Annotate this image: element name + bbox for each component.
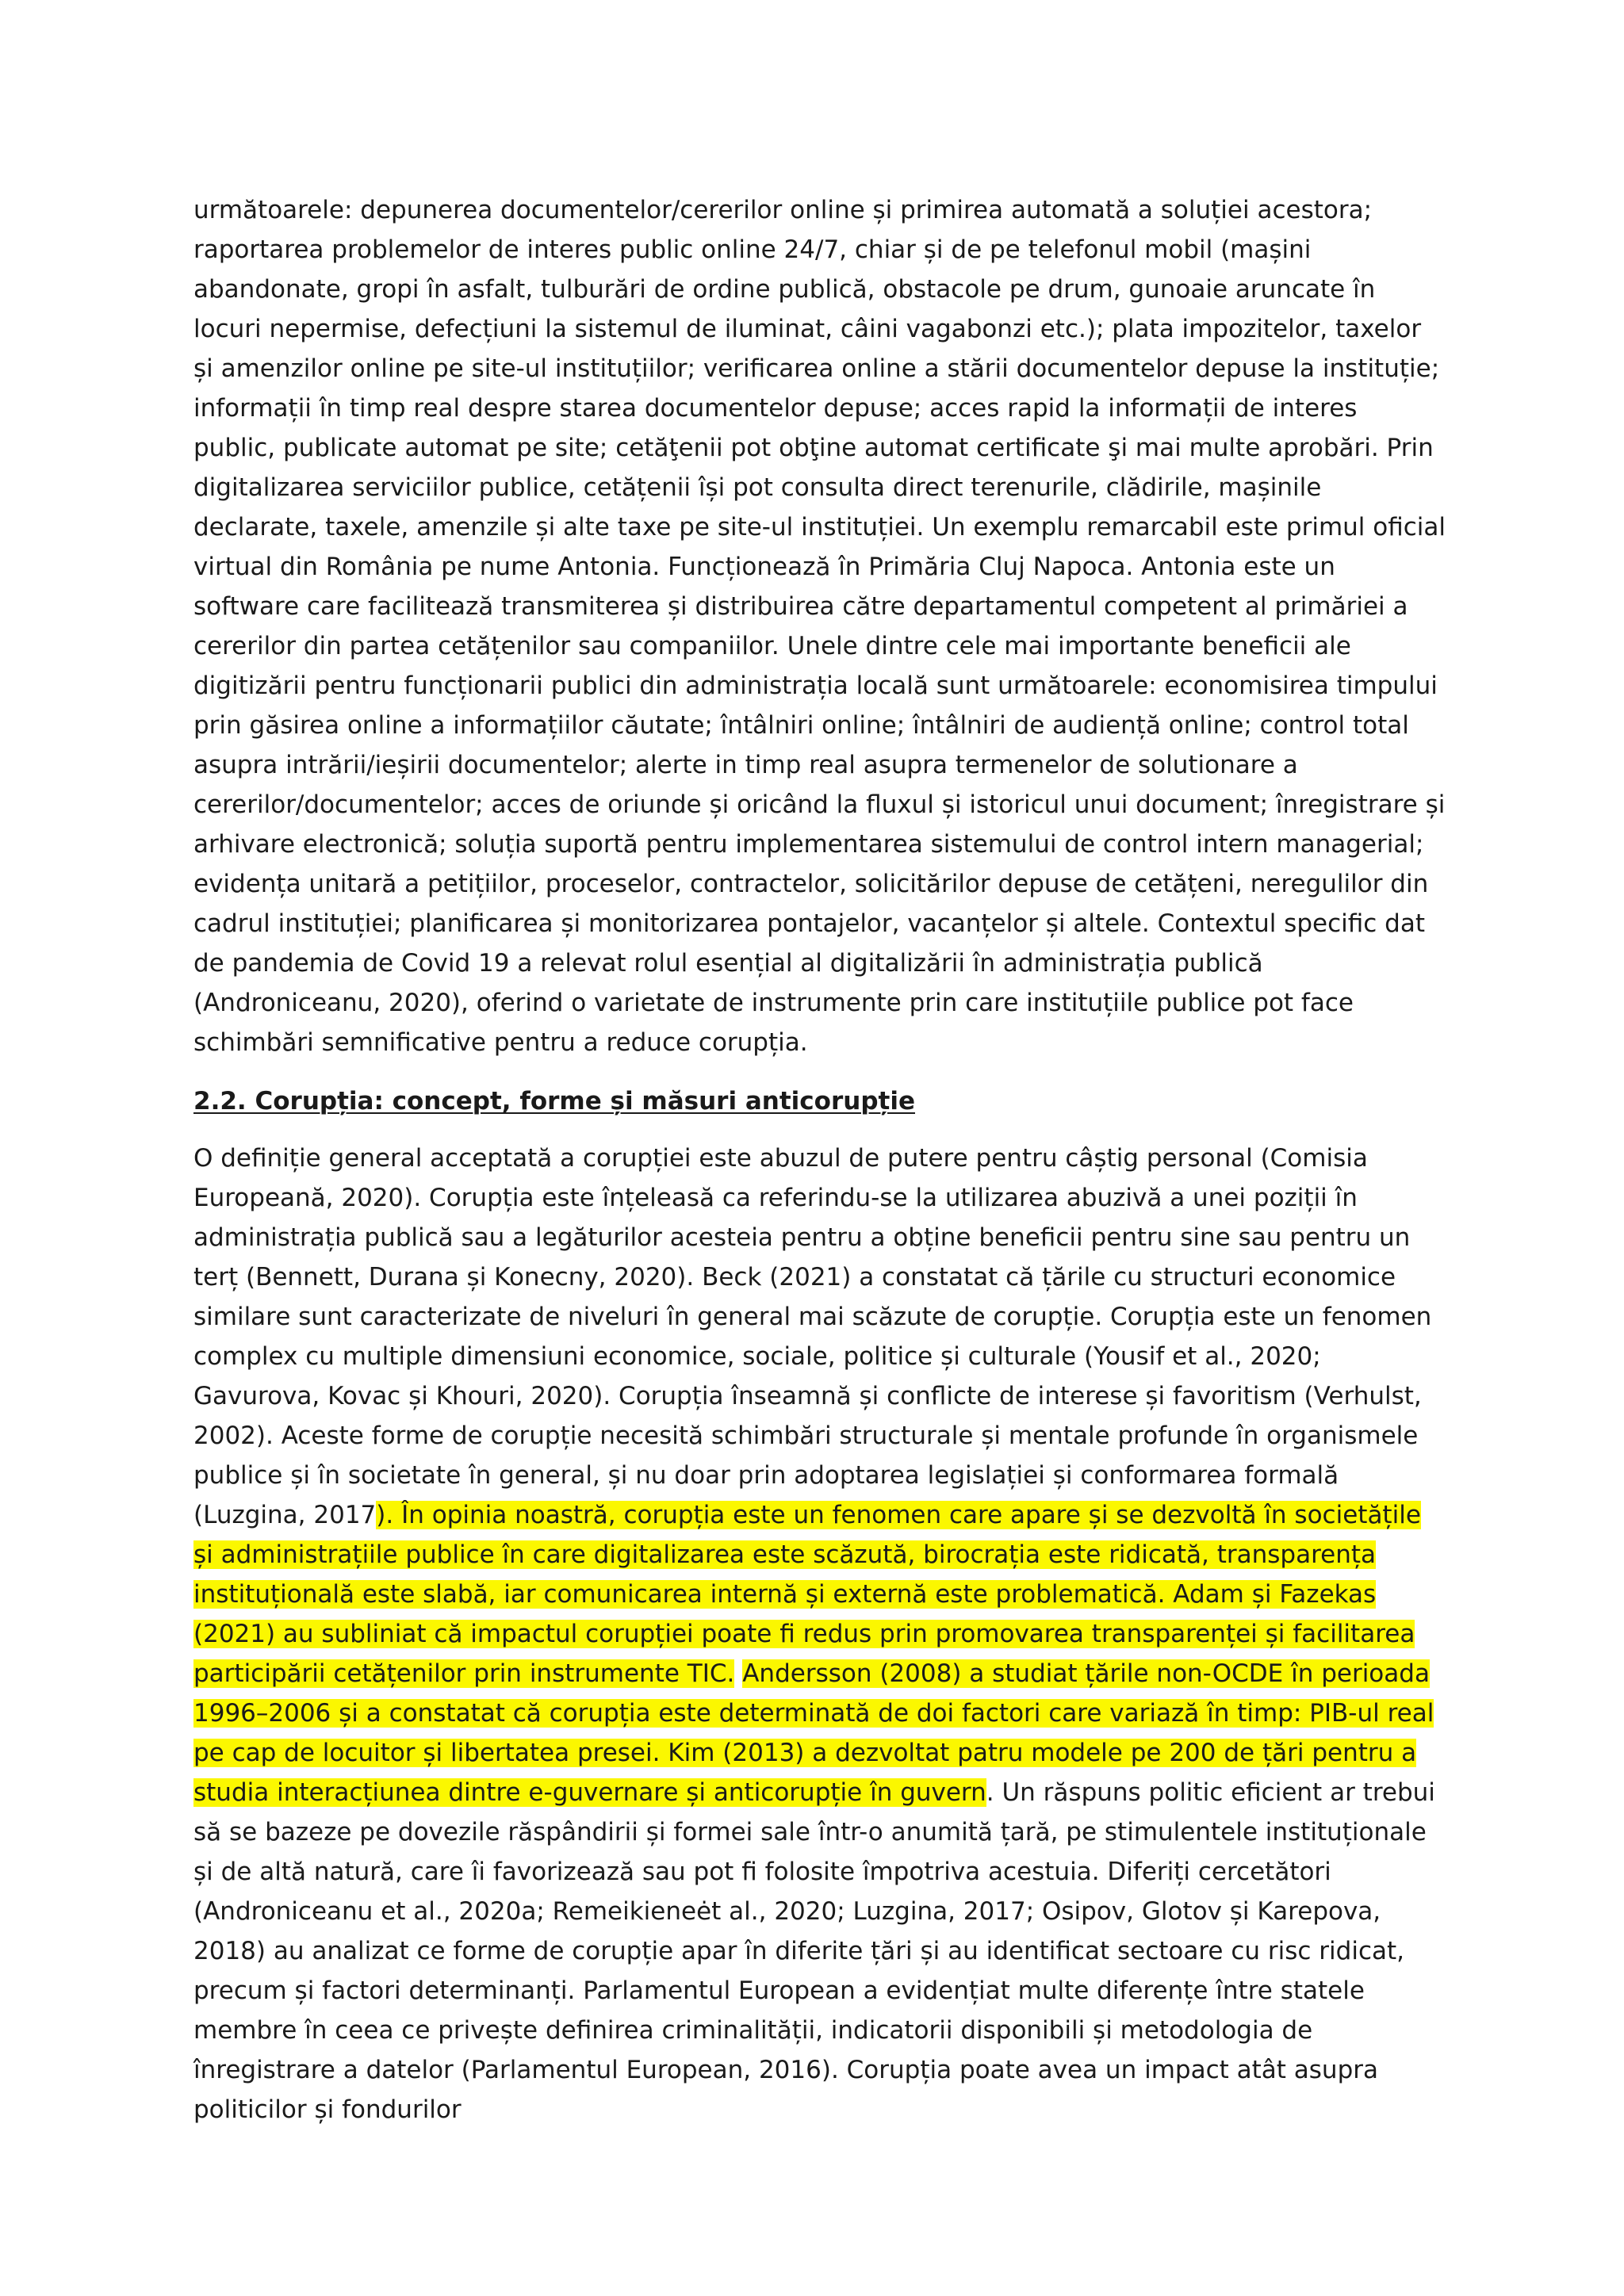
body-paragraph-corruption bbox=[193, 1138, 1446, 2130]
body-paragraph-digitalization: următoarele: depunerea documentelor/cererilor online și primirea automată a soluției acestora; raportarea problemelor de interes public online 24/7, chiar și de pe telefonul mobil (mașini abandonate, gropi în asfalt, tulburări de ordine publică, obstacole pe drum, gunoaie aruncate în locuri nepermise, defecțiuni la sistemul de iluminat, câini vagabonzi etc.); plata impozitelor, taxelor și amenzilor online pe site-ul instituțiilor; verificarea online a stării documentelor depuse la instituție; informații în timp real despre starea documentelor depuse; acces rapid la informații de interes public, publicate automat pe site; cetăţenii pot obţine automat certificate şi mai multe aprobări. Prin digitalizarea serviciilor publice, cetățenii își pot consulta direct terenurile, clădirile, mașinile declarate, taxele, amenzile și alte taxe pe site-ul instituției. Un exemplu remarcabil este primul oficial virtual din România pe nume Antonia. Funcționează în Primăria Cluj Napoca. Antonia este un software care facilitează transmiterea și distribuirea către departamentul competent al primăriei a cererilor din partea cetățenilor sau companiilor. Unele dintre cele mai importante beneficii ale digitizării pentru funcționarii publici din administrația locală sunt următoarele: economisirea timpului prin găsirea online a informațiilor căutate; întâlniri online; întâlniri de audiență online; control total asupra intrării/ieșirii documentelor; alerte in timp real asupra termenelor de solutionare a cererilor/documentelor; acces de oriunde și oricând la fluxul și istoricul unui document; înregistrare și arhivare electronică; soluția suportă pentru implementarea sistemului de control intern managerial; evidența unitară a petițiilor, proceselor, contractelor, solicitărilor depuse de cetățeni, neregulilor din cadrul instituției; planificarea și monitorizarea pontajelor, vacanțelor și altele. Contextul specific dat de pandemia de Covid 19 a relevat rolul esențial al digitalizării în administrația publică (Androniceanu, 2020), oferind o varietate de instrumente prin care instituțiile publice pot face schimbări semnificative pentru a reduce corupția. bbox=[193, 196, 1446, 1057]
document-page bbox=[193, 190, 1446, 2130]
paragraph-text-end: . Un răspuns politic eficient ar trebui să se bazeze pe dovezile răspândirii și formei sale într-o anumită țară, pe stimulentele instituționale și de altă natură, care îi favorizează sau pot fi folosite împotriva acestuia. Diferiți cercetători (Androniceanu et al., 2020a; Remeikieneėt al., 2020; Luzgina, 2017; Osipov, Glotov și Karepova, 2018) au analizat ce forme de corupție apar în diferite țări și au identificat sectoare cu risc ridicat, precum și factori determinanți. Parlamentul European a evidențiat multe diferențe între statele membre în ceea ce privește definirea criminalității, indicatorii disponibili și metodologia de înregistrare a datelor (Parlamentul European, 2016). Corupția poate avea un impact atât asupra politicilor și fondurilor bbox=[193, 1778, 1435, 2124]
paragraph-text-start: O definiție general acceptată a corupției este abuzul de putere pentru câștig personal (Comisia Europeană, 2020). Corupția este înțeleasă ca referindu-se la utilizarea abuzivă a unei poziții în administrația publică sau a legăturilor acesteia pentru a obține beneficii pentru sine sau pentru un terț (Bennett, Durana și Konecny, 2020). Beck (2021) a constatat că țările cu structuri economice similare sunt caracterizate de niveluri în general mai scăzute de corupție. Corupția este un fenomen complex cu multiple dimensiuni economice, sociale, politice și culturale (Yousif et al., 2020; Gavurova, Kovac și Khouri, 2020). Corupția înseamnă și conflicte de interese și favoritism (Verhulst, 2002). Aceste forme de corupție necesită schimbări structurale și mentale profunde în organismele publice și în societate în general, și nu doar prin adoptarea legislației și conformarea formală (Luzgina, 2017 bbox=[193, 1144, 1432, 1529]
highlighted-text-opinion: ). În opinia noastră, corupția este un fenomen care apare și se dezvoltă în societățile și administrațiile publice în care digitalizarea este scăzută, birocrația este ridicată, transparența instituțională este slabă, iar comunicarea internă și externă este problematică. Adam și Fazekas (2021) au subliniat că impactul corupției poate fi redus prin promovarea transparenței și facilitarea participării cetățenilor prin instrumente TIC. bbox=[193, 1501, 1421, 1688]
section-heading-2-2: 2.2. Corupția: concept, forme și măsuri anticorupție bbox=[193, 1087, 915, 1115]
highlighted-text-studies: Andersson (2008) a studiat țările non-OCDE în perioada 1996–2006 și a constatat că corupția este determinată de doi factori care variază în timp: PIB-ul real pe cap de locuitor și libertatea presei. Kim (2013) a dezvoltat patru modele pe 200 de țări pentru a studia interacțiunea dintre e-guvernare și anticorupție în guvern bbox=[193, 1659, 1434, 1807]
paragraph-text-gap bbox=[734, 1659, 742, 1688]
